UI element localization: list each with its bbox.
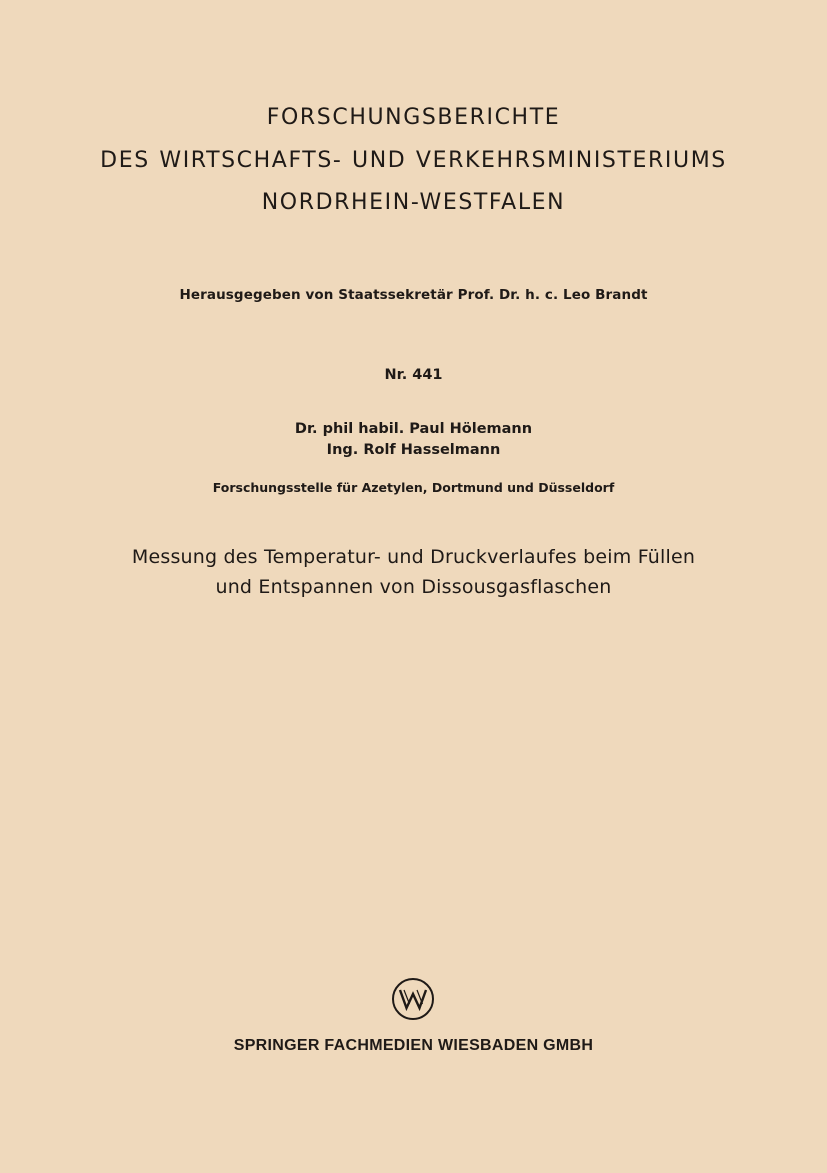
series-title-line-2: DES WIRTSCHAFTS- UND VERKEHRSMINISTERIUMS [100,148,727,173]
institute: Forschungsstelle für Azetylen, Dortmund und Düsseldorf [212,480,615,495]
volume-number: Nr. 441 [384,367,443,383]
author-2: Ing. Rolf Hasselmann [326,442,501,458]
author-1: Dr. phil habil. Paul Hölemann [294,421,533,437]
book-title-line-2: und Entspannen von Dissousgasflaschen [215,576,612,598]
editor-line: Herausgegeben von Staatssekretär Prof. Dr. h. c. Leo Brandt [179,287,648,303]
book-title-line-1: Messung des Temperatur- und Druckverlaufes beim Füllen [131,546,696,568]
series-title-line-1: FORSCHUNGSBERICHTE [266,105,561,130]
series-title-line-3: NORDRHEIN-WESTFALEN [261,190,566,215]
publisher: SPRINGER FACHMEDIEN WIESBADEN GMBH [233,1037,594,1054]
springer-vieweg-logo-icon [391,977,435,1021]
